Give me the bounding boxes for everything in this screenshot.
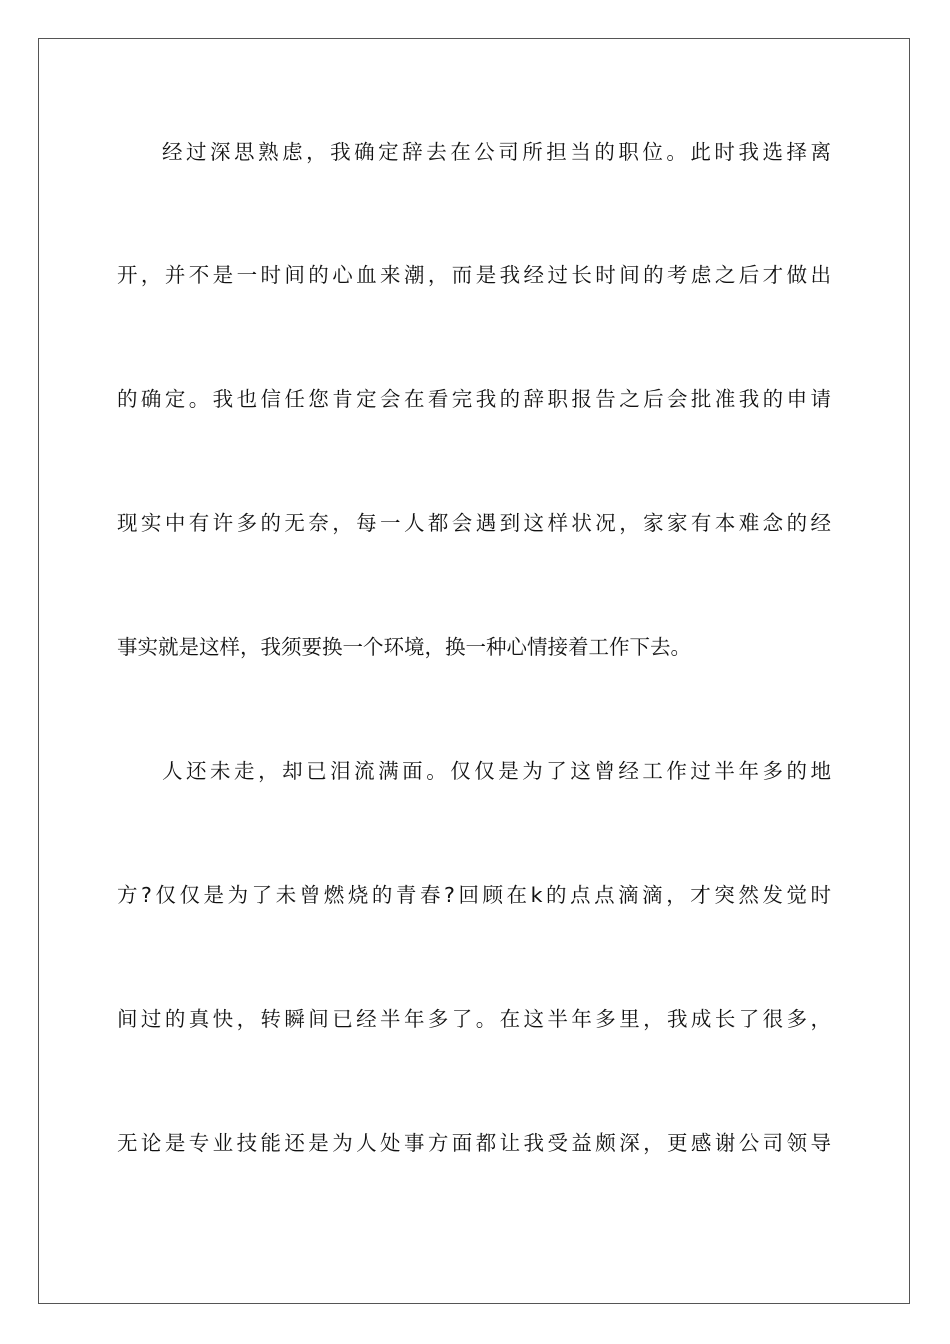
paragraph-1-line-3: 的确定。我也信任您肯定会在看完我的辞职报告之后会批准我的申请 bbox=[117, 387, 831, 411]
paragraph-2-line-2: 事实就是这样，我须要换一个环境，换一种心情接着工作下去。 bbox=[117, 635, 691, 659]
paragraph-1-line-2: 开，并不是一时间的心血来潮，而是我经过长时间的考虑之后才做出 bbox=[117, 263, 831, 287]
page-border bbox=[38, 38, 910, 1304]
paragraph-3-line-2: 方?仅仅是为了未曾燃烧的青春?回顾在k的点点滴滴，才突然发觉时 bbox=[117, 883, 831, 907]
paragraph-3-line-1: 人还未走，却已泪流满面。仅仅是为了这曾经工作过半年多的地 bbox=[162, 759, 831, 783]
paragraph-3-line-4: 无论是专业技能还是为人处事方面都让我受益颇深，更感谢公司领导 bbox=[117, 1131, 831, 1155]
paragraph-2-line-1: 现实中有许多的无奈，每一人都会遇到这样状况，家家有本难念的经 bbox=[117, 511, 831, 535]
paragraph-3-line-3: 间过的真快，转瞬间已经半年多了。在这半年多里，我成长了很多， bbox=[117, 1007, 831, 1031]
paragraph-1-line-1: 经过深思熟虑，我确定辞去在公司所担当的职位。此时我选择离 bbox=[162, 140, 831, 164]
